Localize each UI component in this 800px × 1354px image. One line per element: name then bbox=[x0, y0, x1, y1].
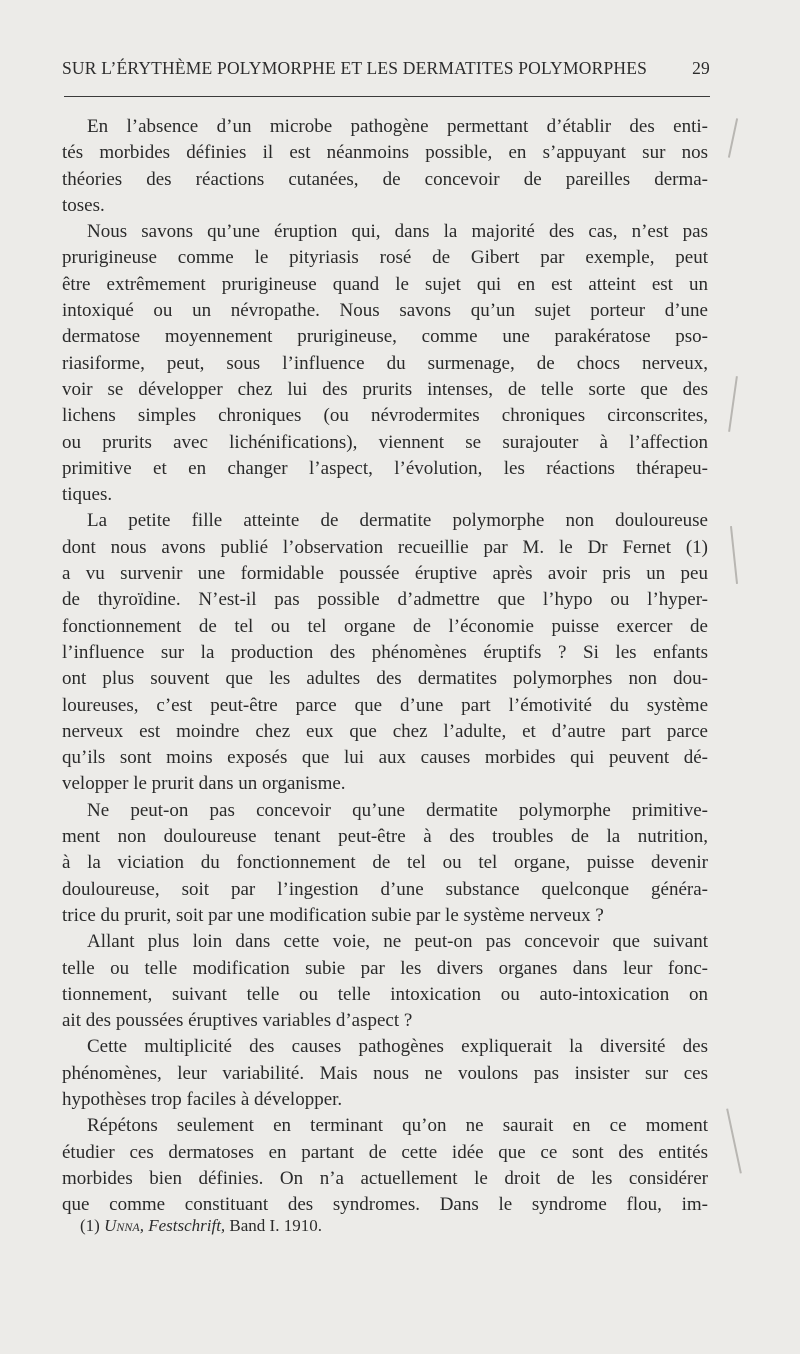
text-line: dermatose moyennement prurigineuse, comme une parakératose pso- bbox=[62, 326, 708, 348]
text-line: toses. bbox=[62, 194, 105, 216]
text-line: ont plus souvent que les adultes des dermatites polymorphes non dou- bbox=[62, 668, 708, 690]
text-line: douloureuse, soit par l’ingestion d’une substance quelconque généra- bbox=[62, 878, 708, 900]
footnote-author: Unna, bbox=[104, 1216, 144, 1235]
text-line: Répétons seulement en terminant qu’on ne saurait en ce moment bbox=[87, 1115, 708, 1137]
text-line: ait des poussées éruptives variables d’aspect ? bbox=[62, 1010, 413, 1032]
text-line: étudier ces dermatoses en partant de cette idée que ce sont des entités bbox=[62, 1141, 708, 1163]
margin-mark bbox=[726, 1109, 742, 1174]
running-title: SUR L’ÉRYTHÈME POLYMORPHE ET LES DERMATITES POLYMORPHES bbox=[62, 58, 648, 78]
text-line: Nous savons qu’une éruption qui, dans la majorité des cas, n’est pas bbox=[87, 221, 708, 243]
text-line: phénomènes, leur variabilité. Mais nous ne voulons pas insister sur ces bbox=[62, 1062, 708, 1084]
text-line: fonctionnement de tel ou tel organe de l’économie puisse exercer de bbox=[62, 615, 708, 637]
text-line: En l’absence d’un microbe pathogène permettant d’établir des enti- bbox=[87, 116, 708, 137]
text-line: lichens simples chroniques (ou névrodermites chroniques circonscrites, bbox=[62, 405, 708, 427]
text-line: qu’ils sont moins exposés que lui aux causes morbides qui peuvent dé- bbox=[62, 747, 708, 769]
text-line: ou prurits avec lichénifications), viennent se surajouter à l’affection bbox=[62, 431, 708, 453]
header-rule bbox=[64, 96, 710, 97]
footnote-detail: Band I. 1910. bbox=[229, 1216, 322, 1235]
text-line: nerveux est moindre chez eux que chez l’adulte, et d’autre part parce bbox=[62, 720, 708, 742]
text-line: intoxiqué ou un névropathe. Nous savons qu’un sujet porteur d’une bbox=[62, 300, 708, 322]
text-line: à la viciation du fonctionnement de tel ou tel organe, puisse devenir bbox=[62, 852, 708, 874]
text-line: velopper le prurit dans un organisme. bbox=[62, 773, 346, 795]
text-line: morbides bien définies. On n’a actuellement le droit de les considérer bbox=[62, 1167, 708, 1189]
text-line: loureuses, c’est peut-être parce que d’une part l’émotivité du système bbox=[62, 694, 708, 716]
text-line: hypothèses trop faciles à développer. bbox=[62, 1088, 343, 1110]
text-line: Allant plus loin dans cette voie, ne peut-on pas concevoir que suivant bbox=[87, 931, 708, 953]
text-line: a vu survenir une formidable poussée éruptive après avoir pris un peu bbox=[62, 563, 708, 585]
page-number: 29 bbox=[692, 58, 710, 78]
body-text bbox=[62, 114, 708, 1218]
footnote-work: Festschrift, bbox=[148, 1216, 226, 1235]
text-line: ment non douloureuse tenant peut-être à des troubles de la nutrition, bbox=[62, 826, 708, 848]
text-line: de thyroïdine. N’est-il pas possible d’admettre que l’hypo ou l’hyper- bbox=[62, 589, 708, 611]
text-line: tiques. bbox=[62, 484, 113, 506]
text-line: théories des réactions cutanées, de concevoir de pareilles derma- bbox=[62, 168, 708, 190]
text-line: l’influence sur la production des phénomènes éruptifs ? Si les enfants bbox=[62, 641, 708, 663]
text-line: primitive et en changer l’aspect, l’évolution, les réactions thérapeu- bbox=[62, 457, 708, 479]
margin-mark bbox=[728, 118, 738, 158]
text-line: tés morbides définies il est néanmoins possible, en s’appuyant sur nos bbox=[62, 142, 708, 164]
text-line: Ne peut-on pas concevoir qu’une dermatite polymorphe primitive- bbox=[87, 799, 708, 821]
margin-mark bbox=[728, 376, 738, 432]
footnote-marker: (1) bbox=[80, 1216, 100, 1235]
text-line: telle ou telle modification subie par les divers organes dans leur fonc- bbox=[62, 957, 708, 979]
text-line: que comme constituant des syndromes. Dans le syndrome flou, im- bbox=[62, 1194, 708, 1216]
text-line: tionnement, suivant telle ou telle intoxication ou auto-intoxication on bbox=[62, 983, 708, 1005]
footnote bbox=[80, 1216, 322, 1236]
text-line: voir se développer chez lui des prurits intenses, de telle sorte que des bbox=[62, 378, 708, 400]
text-line: être extrêmement prurigineuse quand le sujet qui en est atteint est un bbox=[62, 273, 708, 295]
text-line: Cette multiplicité des causes pathogènes expliquerait la diversité des bbox=[87, 1036, 708, 1058]
text-line: La petite fille atteinte de dermatite polymorphe non douloureuse bbox=[87, 510, 708, 532]
text-line: trice du prurit, soit par une modification subie par le système nerveux ? bbox=[62, 904, 604, 926]
text-line: dont nous avons publié l’observation recueillie par M. le Dr Fernet (1) bbox=[62, 536, 708, 558]
margin-mark bbox=[730, 526, 738, 584]
text-line: prurigineuse comme le pityriasis rosé de Gibert par exemple, peut bbox=[62, 247, 708, 269]
text-line: riasiforme, peut, sous l’influence du surmenage, de chocs nerveux, bbox=[62, 352, 708, 374]
